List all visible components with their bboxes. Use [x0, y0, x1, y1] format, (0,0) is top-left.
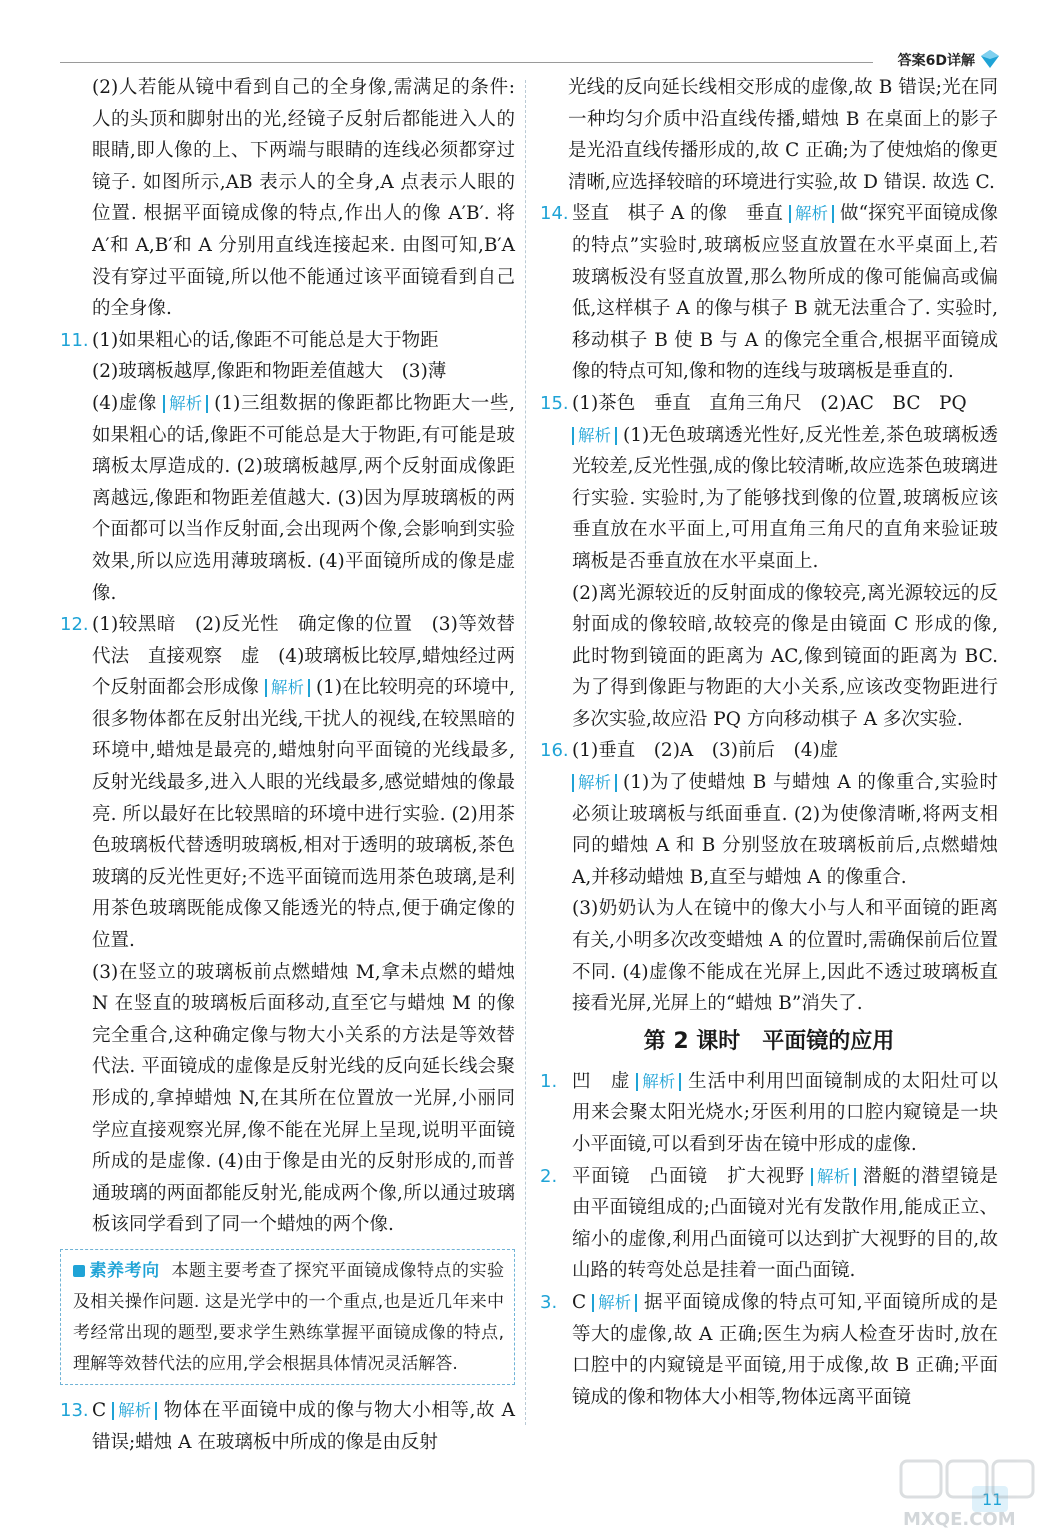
left-column [60, 72, 515, 1458]
page-number: 11 [982, 1490, 1003, 1509]
answer-11-body [92, 388, 515, 609]
answer-number: 2. [540, 1165, 558, 1187]
answer-12-answers: (1)较黑暗 (2)反光性 确定像的位置 (3)等效替代法 直接观察 虚 (4)玻璃板比较厚,蜡烛经过两个反射面都会形成像 [92, 614, 515, 699]
answer-number: 1. [540, 1070, 558, 1092]
answer-s1-answers: 凹 虚 [572, 1070, 631, 1092]
header-tag: 答案6D详解 [897, 53, 975, 69]
answer-11-part-c: (4)虚像 [92, 392, 158, 414]
answer-s3-body [572, 1287, 998, 1413]
answer-number: 11. [60, 329, 89, 351]
answer-16-answers: (1)垂直 (2)A (3)前后 (4)虚 [572, 740, 839, 762]
diamond-logo-icon [979, 48, 1001, 70]
answer-s1-body [572, 1066, 998, 1161]
analysis-text: (1)无色玻璃透光性好,反光性差,茶色玻璃板透光较差,反光性强,成的像比较清晰,故应选茶色玻璃进行实验. 实验时,为了能够找到像的位置,玻璃板应该垂直放在水平面上,可用直角三角尺的直角来验证玻璃板是否垂直放在水平桌面上. [572, 424, 998, 572]
analysis-tag: 解析 [112, 1402, 157, 1420]
analysis-tag: 解析 [592, 1294, 637, 1312]
answer-s3 [540, 1287, 998, 1413]
answer-15-body [572, 420, 998, 578]
answer-number: 3. [540, 1291, 558, 1313]
q13-continued: 光线的反向延长线相交形成的虚像,故 B 错误;光在同一种均匀介质中沿直线传播,蜡烛 B 在桌面上的影子是光沿直线传播形成的,故 C 正确;为了使烛焰的像更清晰,应选择较暗的环境进行实验,故 D 错误. 故选 C. [568, 77, 998, 193]
answer-13-body [92, 1395, 515, 1458]
answer-number: 13. [60, 1399, 89, 1421]
analysis-tag: 解析 [265, 679, 310, 697]
analysis-text: 潜艇的潜望镜是由平面镜组成的;凸面镜对光有发散作用,能成正立、缩小的虚像,利用凸面镜可以达到扩大视野的目的,故山路的转弯处总是挂着一面凸面镜. [572, 1165, 998, 1282]
answer-15 [540, 388, 998, 736]
answer-s3-answer: C [572, 1291, 587, 1313]
analysis-text: (1)在比较明亮的环境中,很多物体都在反射出光线,干扰人的视线,在较黑暗的环境中,蜡烛是最亮的,蜡烛射向平面镜的光线最多,反射光线最多,进入人眼的光线最多,感觉蜡烛的像最亮. 所以最好在比较黑暗的环境中进行实验. (2)用茶色玻璃板代替透明玻璃板,相对于透明的玻璃板,茶色玻璃的反光性更好;不选平面镜而选用茶色玻璃,是利用茶色玻璃既能成像又能透光的特点,便于确定像的位置. [92, 677, 515, 952]
answer-12-body [92, 609, 515, 957]
q10-continued: (2)人若能从镜中看到自己的全身像,需满足的条件:人的头顶和脚射出的光,经镜子反射后都能进入人的眼睛,即人像的上、下两端与眼睛的连线必须都穿过镜子. 如图所示,AB 表示人的全身,A 点表示人眼的位置. 根据平面镜成像的特点,作出人的像 A′B′. 将 A′和 A,B′和 A 分别用直线连接起来. 由图可知,B′A 没有穿过平面镜,所以他不能通过该平面镜看到自己的全身像. [92, 77, 515, 320]
answer-14-answers: 竖直 棋子 A 的像 垂直 [572, 203, 783, 225]
analysis-text: (1)三组数据的像距都比物距大一些,如果粗心的话,像距不可能总是大于物距,有可能是玻璃板太厚造成的. (2)玻璃板越厚,两个反射面成像距离越远,像距和物距差值越大. (3)因为厚玻璃板的两个面都可以当作反射面,会出现两个像,会影响到实验效果,所以应选用薄玻璃板. (4)平面镜所成的像是虚像. [92, 392, 515, 604]
right-column [540, 72, 998, 1413]
analysis-tag: 解析 [163, 395, 208, 413]
answer-14 [540, 198, 998, 388]
analysis-text: 物体在平面镜中成的像与物大小相等,故 A 错误;蜡烛 A 在玻璃板中所成的像是由反射 [92, 1399, 515, 1453]
answer-number: 12. [60, 614, 89, 636]
analysis-text-continued: (3)奶奶认为人在镜中的像大小与人和平面镜的距离有关,小明多次改变蜡烛 A 的位置时,需确保前后位置不同. (4)虚像不能成在光屏上,因此不透过玻璃板直接看光屏,光屏上的“蜡烛 B”消失了. [572, 898, 998, 1015]
analysis-tag: 解析 [811, 1168, 856, 1186]
svg-text:MXQE.COM: MXQE.COM [903, 1509, 1016, 1530]
analysis-text: 做“探究平面镜成像的特点”实验时,玻璃板应竖直放置在水平桌面上,若玻璃板没有竖直放置,那么物所成的像可能偏高或偏低,这样棋子 A 的像与棋子 B 就无法重合了. 实验时,移动棋子 B 使 B 与 A 的像完全重合,根据平面镜成像的特点可知,像和物的连线与玻璃板是垂直的. [572, 203, 998, 383]
answer-number: 16. [540, 740, 569, 762]
answer-s2 [540, 1161, 998, 1287]
analysis-tag: 解析 [636, 1073, 681, 1091]
answer-11 [60, 325, 515, 609]
analysis-text: (1)为了使蜡烛 B 与蜡烛 A 的像重合,实验时必须让玻璃板与纸面垂直. (2)为使像清晰,将两支相同的蜡烛 A 和 B 分别竖放在玻璃板前后,点燃蜡烛 A,并移动蜡烛 B,直至与蜡烛 A 的像重合. [572, 772, 998, 888]
answer-16 [540, 735, 998, 1019]
answer-14-body [572, 198, 998, 388]
watermark-logo [895, 1455, 1045, 1533]
analysis-tag: 解析 [789, 205, 834, 223]
note-tag: 素养考向 [89, 1260, 160, 1281]
analysis-text: 据平面镜成像的特点可知,平面镜所成的是等大的虚像,故 A 正确;医生为病人检查牙齿时,放在口腔中的内窥镜是平面镜,用于成像,故 B 正确;平面镜成的像和物体大小相等,物体远离平面镜 [572, 1291, 998, 1408]
answer-13-answer: C [92, 1399, 107, 1421]
answer-s1 [540, 1066, 998, 1161]
answer-11-part-b: (2)玻璃板越厚,像距和物距差值越大 (3)薄 [92, 361, 447, 383]
answer-12 [60, 609, 515, 1241]
analysis-tag: 解析 [572, 774, 617, 792]
answer-13 [60, 1395, 515, 1458]
section-title: 第 2 课时 平面镜的应用 [643, 1028, 895, 1054]
answer-s2-body [572, 1161, 998, 1287]
answer-s2-answers: 平面镜 凸面镜 扩大视野 [572, 1165, 806, 1187]
header-rule [60, 62, 873, 63]
analysis-text: 生活中利用凹面镜制成的太阳灶可以用来会聚太阳光烧水;牙医利用的口腔内窥镜是一块小平面镜,可以看到牙齿在镜中形成的虚像. [572, 1070, 998, 1155]
answer-16-body [572, 767, 998, 893]
note-text: 本题主要考查了探究平面镜成像特点的实验及相关操作问题. 这是光学中的一个重点,也是近几年来中考经常出现的题型,要求学生熟练掌握平面镜成像的特点,理解等效替代法的应用,学会根据具体情况灵活解答. [73, 1260, 505, 1374]
column-divider [525, 80, 526, 1425]
answer-number: 14. [540, 203, 569, 225]
answer-11-part-a: (1)如果粗心的话,像距不可能总是大于物距 [92, 329, 439, 351]
answer-15-answers: (1)茶色 垂直 直角三角尺 (2)AC BC PQ [572, 392, 967, 414]
literacy-note-box [60, 1249, 515, 1385]
answer-number: 15. [540, 392, 569, 414]
analysis-text-continued: (3)在竖立的玻璃板前点燃蜡烛 M,拿未点燃的蜡烛 N 在竖直的玻璃板后面移动,直至它与蜡烛 M 的像完全重合,这种确定像与物大小关系的方法是等效替代法. 平面镜成的虚像是反射光线的反向延长线会聚形成的,拿掉蜡烛 N,在其所在位置放一光屏,小丽同学应直接观察光屏,像不能在光屏上呈现,说明平面镜所成的是虚像. (4)由于像是由光的反射形成的,而普通玻璃的两面都能反射光,能成两个像,所以通过玻璃板该同学看到了同一个蜡烛的两个像. [92, 961, 515, 1236]
analysis-tag: 解析 [572, 427, 617, 445]
note-icon [73, 1265, 85, 1277]
analysis-text-continued: (2)离光源较近的反射面成的像较亮,离光源较远的反射面成的像较暗,故较亮的像是由镜面 C 形成的像,此时物到镜面的距离为 AC,像到镜面的距离为 BC. 为了得到像距与物距的大小关系,应该改变物距进行多次实验,故应沿 PQ 方向移动棋子 A 多次实验. [572, 582, 998, 730]
